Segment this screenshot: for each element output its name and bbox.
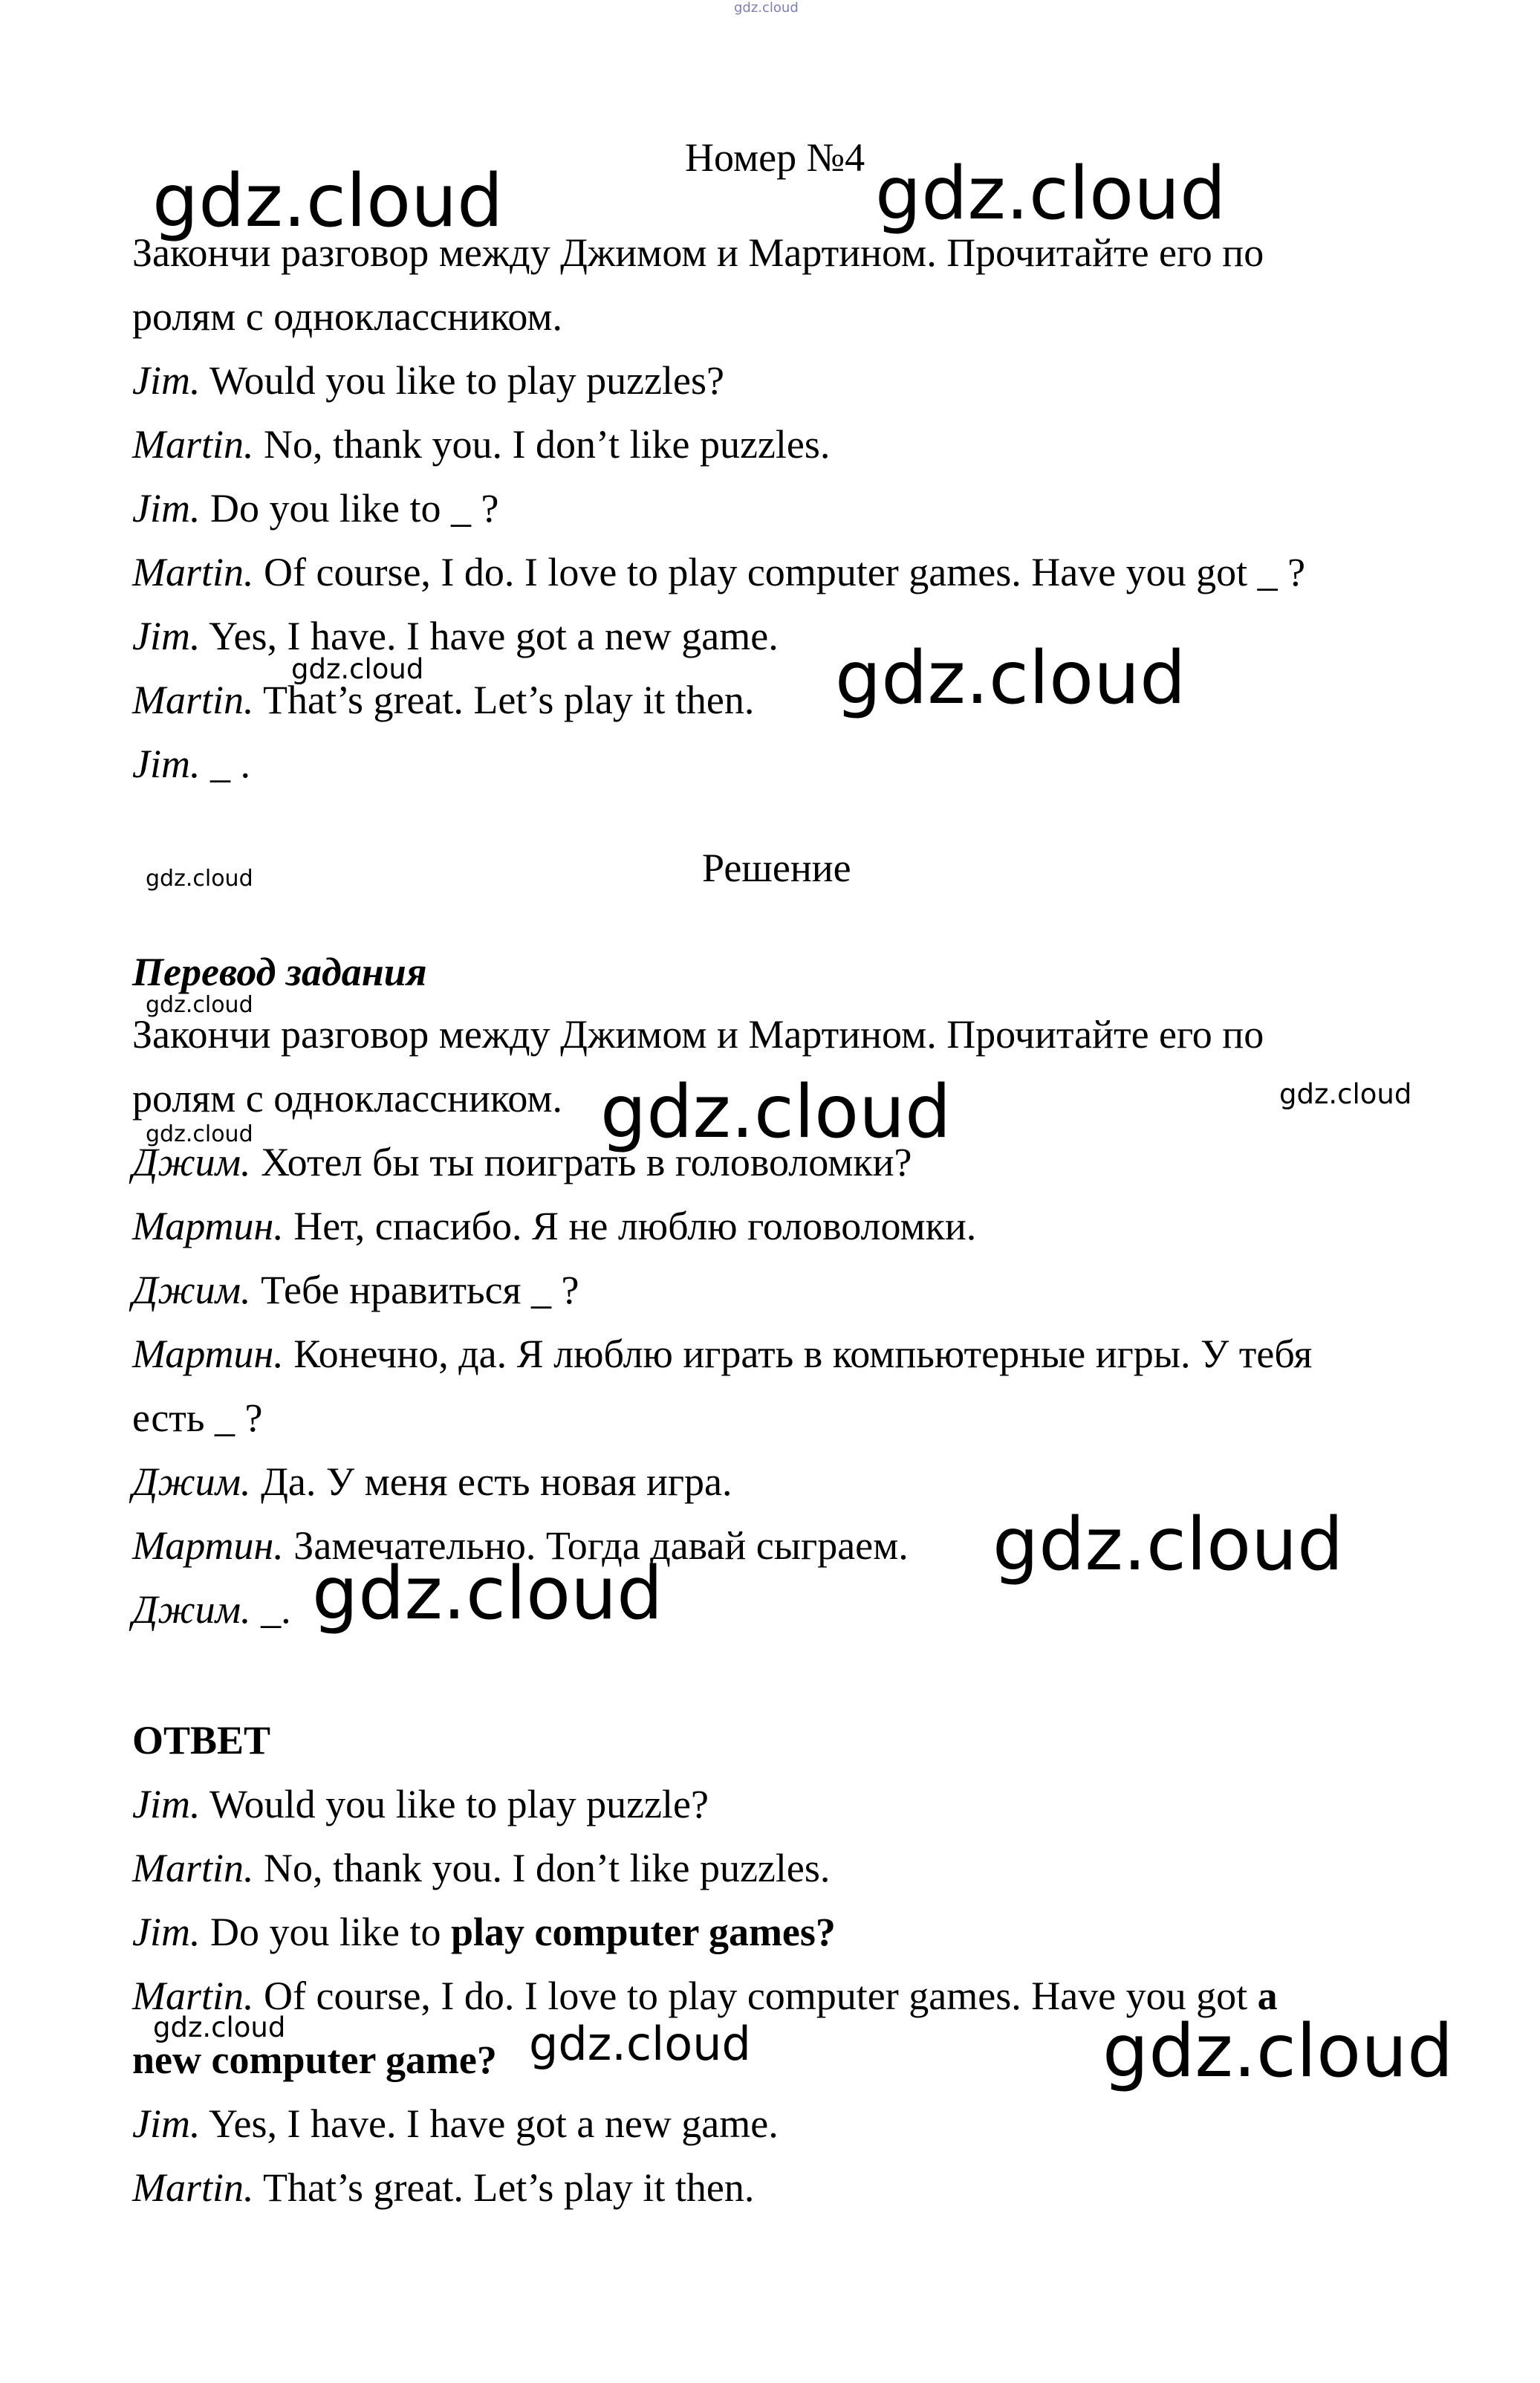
watermark: gdz.cloud — [835, 636, 1186, 721]
dialogue-text: No, thank you. I don’t like puzzles. — [253, 422, 831, 467]
watermark: gdz.cloud — [312, 1552, 663, 1636]
speaker-name: Martin. — [132, 678, 254, 722]
speaker-name: Jim. — [132, 614, 201, 658]
answer-line — [132, 1780, 709, 1828]
answer-fill-in: new computer game? — [132, 2037, 497, 2082]
speaker-name: Jim. — [132, 2101, 201, 2146]
dialogue-text: No, thank you. I don’t like puzzles. — [253, 1846, 831, 1890]
dialogue-text: That’s great. Let’s play it then. — [253, 678, 755, 722]
dialogue-text: Тебе нравиться _ ? — [250, 1268, 579, 1312]
answer-fill-in: play computer games? — [450, 1910, 836, 1954]
task-dialogue-line — [132, 484, 498, 532]
dialogue-text: Конечно, да. Я люблю играть в компьютерные игры. У тебя — [283, 1332, 1313, 1376]
task-dialogue-line — [132, 612, 779, 660]
watermark: gdz.cloud — [1102, 2009, 1454, 2094]
dialogue-text: Would you like to play puzzles? — [200, 358, 724, 403]
speaker-name: Jim. — [132, 1782, 201, 1826]
speaker-name: Джим. — [132, 1268, 251, 1312]
speaker-name: Jim. — [132, 486, 201, 531]
solution-heading: Решение — [702, 846, 851, 890]
watermark: gdz.cloud — [291, 653, 424, 685]
answer-line — [132, 1908, 836, 1956]
speaker-name: Martin. — [132, 1846, 254, 1890]
translation-instruction-line-2: ролям с одноклассником. — [132, 1076, 563, 1121]
watermark: gdz.cloud — [146, 1121, 253, 1147]
dialogue-text: Да. У меня есть новая игра. — [250, 1459, 732, 1504]
dialogue-text: That’s great. Let’s play it then. — [253, 2165, 755, 2210]
speaker-name: Martin. — [132, 422, 254, 467]
dialogue-text: Нет, спасибо. Я не люблю головоломки. — [283, 1204, 977, 1248]
dialogue-text: Of course, I do. I love to play computer games. Have you got _ ? — [253, 550, 1306, 594]
watermark: gdz.cloud — [734, 0, 799, 16]
task-title: Номер №4 — [685, 135, 865, 180]
translation-dialogue-line — [132, 1586, 291, 1633]
dialogue-text: Do you like to — [200, 1910, 451, 1954]
translation-dialogue-line — [132, 1330, 1312, 1378]
speaker-name: Martin. — [132, 1974, 254, 2018]
translation-dialogue-line — [132, 1458, 732, 1505]
task-instruction-line-1: Закончи разговор между Джимом и Мартином. Прочитайте его по — [132, 230, 1264, 275]
watermark: gdz.cloud — [1279, 1078, 1412, 1110]
task-dialogue-line — [132, 676, 754, 724]
dialogue-text: Yes, I have. I have got a new game. — [200, 2101, 779, 2146]
task-dialogue-line — [132, 421, 830, 468]
watermark: gdz.cloud — [153, 2011, 286, 2043]
speaker-name: Джим. — [132, 1140, 251, 1184]
speaker-name: Jim. — [132, 1910, 201, 1954]
dialogue-text: Do you like to _ ? — [200, 486, 499, 531]
translation-dialogue-line — [132, 1394, 262, 1442]
dialogue-text: Хотел бы ты поиграть в головоломки? — [250, 1140, 912, 1184]
translation-dialogue-line — [132, 1202, 976, 1250]
answer-line — [132, 2164, 754, 2211]
translation-heading: Перевод задания — [132, 950, 427, 994]
watermark: gdz.cloud — [152, 159, 504, 244]
answer-fill-in: a — [1257, 1974, 1278, 2018]
speaker-name: Мартин. — [132, 1523, 284, 1568]
answer-line — [132, 2100, 779, 2147]
translation-instruction-line-1: Закончи разговор между Джимом и Мартином. Прочитайте его по — [132, 1012, 1264, 1057]
speaker-name: Мартин. — [132, 1204, 284, 1248]
watermark: gdz.cloud — [600, 1070, 952, 1155]
watermark: gdz.cloud — [146, 866, 253, 892]
answer-line — [132, 1844, 830, 1892]
dialogue-text: есть _ ? — [132, 1395, 263, 1440]
dialogue-text: _. — [250, 1587, 291, 1632]
speaker-name: Мартин. — [132, 1332, 284, 1376]
translation-dialogue-line — [132, 1266, 579, 1314]
watermark: gdz.cloud — [992, 1502, 1344, 1587]
speaker-name: Martin. — [132, 2165, 254, 2210]
task-dialogue-line — [132, 548, 1305, 596]
dialogue-text: _ . — [200, 742, 250, 786]
speaker-name: Джим. — [132, 1459, 251, 1504]
dialogue-text: Замечательно. Тогда давай сыграем. — [283, 1523, 909, 1568]
speaker-name: Martin. — [132, 550, 254, 594]
speaker-name: Джим. — [132, 1587, 251, 1632]
speaker-name: Jim. — [132, 358, 201, 403]
watermark: gdz.cloud — [529, 2017, 751, 2071]
watermark: gdz.cloud — [875, 152, 1227, 236]
dialogue-text: Of course, I do. I love to play computer games. Have you got — [253, 1974, 1258, 2018]
task-dialogue-line — [132, 740, 250, 788]
dialogue-text: Yes, I have. I have got a new game. — [200, 614, 779, 658]
answer-heading: ОТВЕТ — [132, 1718, 271, 1763]
dialogue-text: Would you like to play puzzle? — [200, 1782, 709, 1826]
speaker-name: Jim. — [132, 742, 201, 786]
watermark: gdz.cloud — [146, 992, 253, 1018]
task-instruction-line-2: ролям с одноклассником. — [132, 294, 563, 339]
task-dialogue-line — [132, 357, 724, 404]
